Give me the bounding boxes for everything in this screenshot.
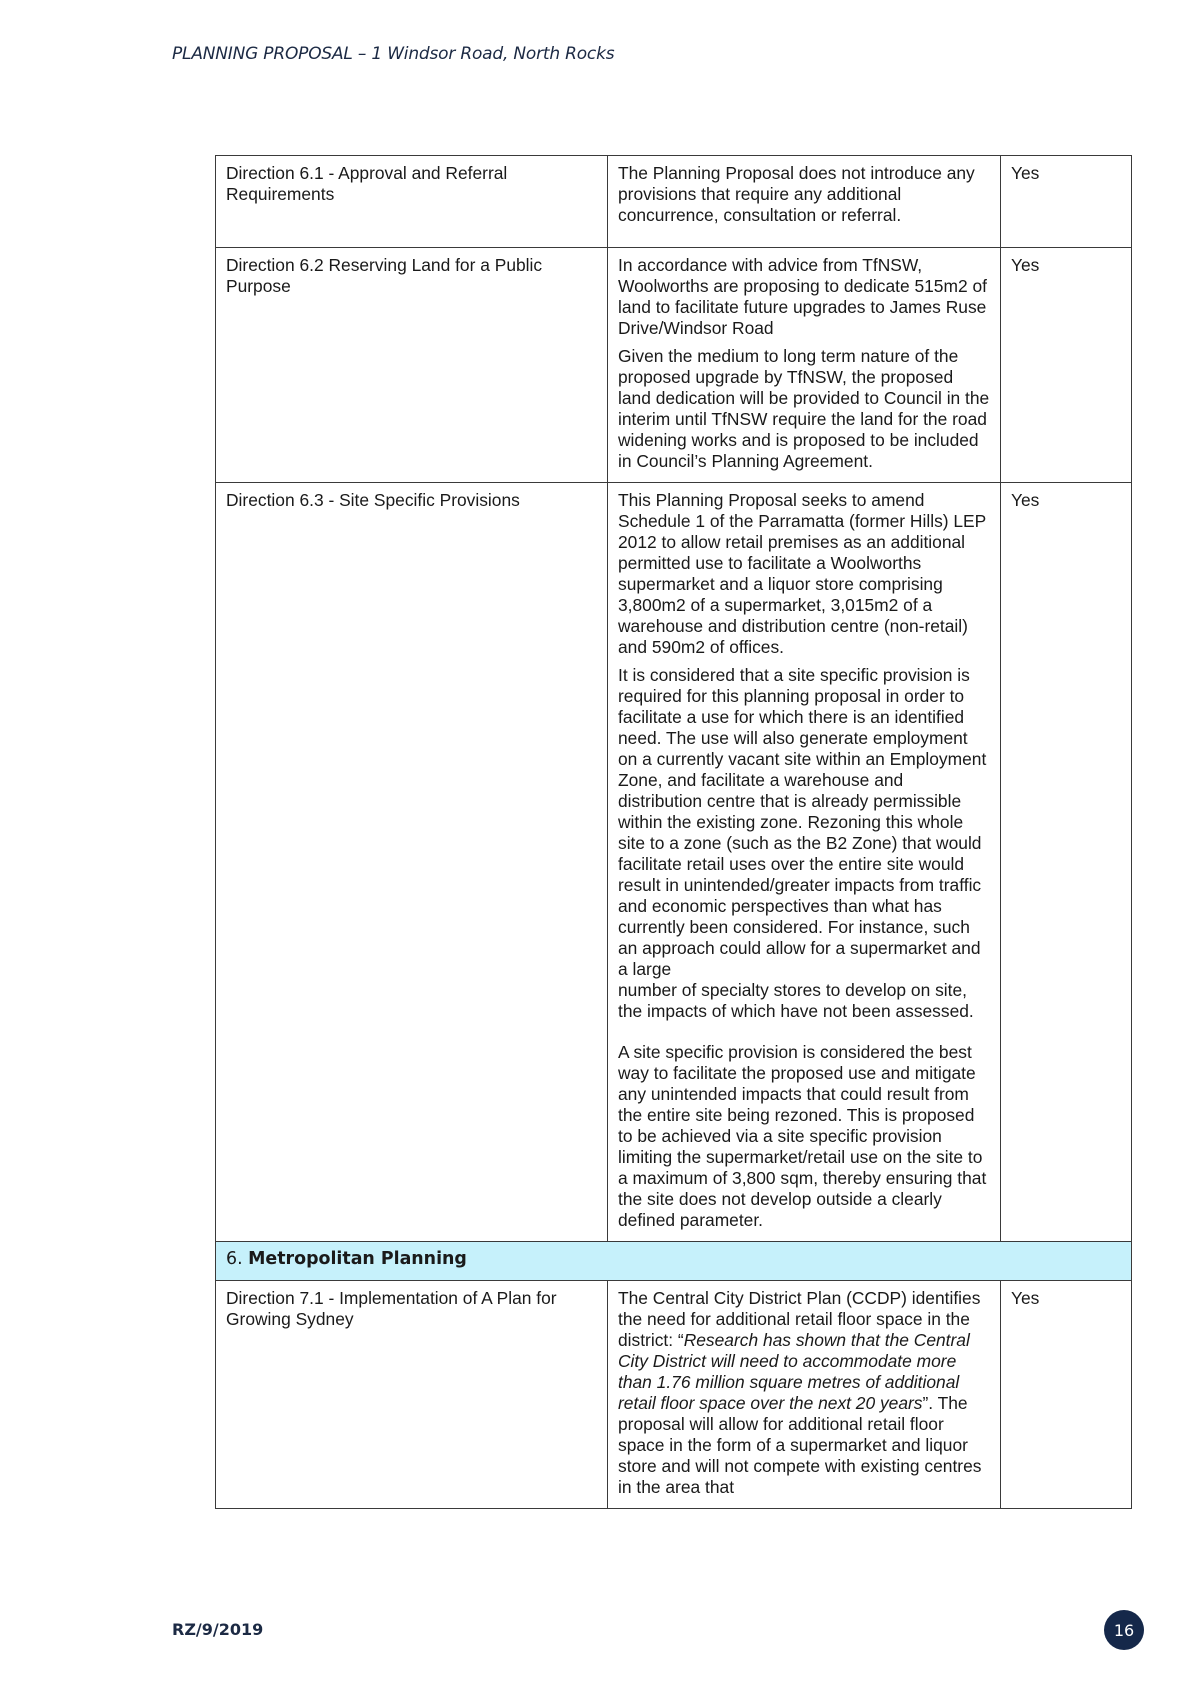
direction-cell: Direction 6.1 - Approval and Referral Requirements bbox=[216, 156, 608, 248]
comment-quote: Research has shown that the Central City District will need to accommodate more than 1.76 million square metres of additional retail floor space over the next 20 years bbox=[618, 1330, 970, 1413]
comment-paragraph: The Planning Proposal does not introduce any provisions that require any additional concurrence, consultation or referral. bbox=[618, 163, 975, 225]
section-title: Metropolitan Planning bbox=[248, 1249, 467, 1269]
document-header: PLANNING PROPOSAL – 1 Windsor Road, North Rocks bbox=[172, 44, 615, 64]
comment-text: It is considered that a site specific provision is required for this planning proposal in order to facilitate a use for which there is an identified need. The use will also generate employment on a currently vacant site within an Employment Zone, and facilitate a warehouse and distribution centre that is already permissible within the existing zone. Rezoning this whole site to a zone (such as the B2 Zone) that would facilitate retail uses over the entire site would result in unintended/greater impacts from traffic and economic perspectives than what has currently been considered. For instance, such an approach could allow for a supermarket and a large bbox=[618, 665, 987, 979]
paragraph-spacer bbox=[618, 1022, 990, 1042]
comment-paragraph: This Planning Proposal seeks to amend Schedule 1 of the Parramatta (former Hills) LEP 2012 to allow retail premises as an additional permitted use to facilitate a Woolworths supermarket and a liquor store comprising 3,800m2 of a supermarket, 3,015m2 of a warehouse and distribution centre (non-retail) and 590m2 of offices. bbox=[618, 490, 986, 657]
comment-text: ”. The proposal will allow for additional retail floor space in the form of a supermarket and liquor store and will not compete with existing centres in the area that bbox=[618, 1393, 982, 1497]
document-reference: RZ/9/2019 bbox=[172, 1620, 264, 1639]
direction-cell: Direction 7.1 - Implementation of A Plan for Growing Sydney bbox=[216, 1281, 608, 1509]
consistency-cell: Yes bbox=[1001, 1281, 1132, 1509]
consistency-table bbox=[215, 155, 1132, 1509]
comment-text: number of specialty stores to develop on site, the impacts of which have not been assessed. bbox=[618, 980, 974, 1021]
direction-cell: Direction 6.2 Reserving Land for a Public Purpose bbox=[216, 248, 608, 483]
comment-paragraph: In accordance with advice from TfNSW, Woolworths are proposing to dedicate 515m2 of land to facilitate future upgrades to James Ruse Drive/Windsor Road bbox=[618, 255, 987, 338]
comment-cell bbox=[608, 156, 1001, 248]
consistency-cell: Yes bbox=[1001, 483, 1132, 1242]
direction-cell: Direction 6.3 - Site Specific Provisions bbox=[216, 483, 608, 1242]
consistency-cell: Yes bbox=[1001, 248, 1132, 483]
consistency-cell: Yes bbox=[1001, 156, 1132, 248]
comment-text: The Central City District Plan (CCDP) identifies the need for additional retail floor space in the district: “ bbox=[618, 1288, 981, 1350]
comment-cell bbox=[608, 1281, 1001, 1509]
table-row bbox=[216, 1281, 1132, 1509]
section-number: 6. bbox=[226, 1249, 243, 1269]
table-row bbox=[216, 248, 1132, 483]
section-heading bbox=[216, 1242, 1132, 1281]
comment-paragraph: Given the medium to long term nature of the proposed upgrade by TfNSW, the proposed land dedication will be provided to Council in the interim until TfNSW require the land for the road widening works and is proposed to be included in Council’s Planning Agreement. bbox=[618, 346, 990, 471]
table-row bbox=[216, 483, 1132, 1242]
section-heading-row bbox=[216, 1242, 1132, 1281]
comment-paragraph bbox=[618, 1288, 990, 1498]
table-row bbox=[216, 156, 1132, 248]
comment-paragraph bbox=[618, 665, 990, 1022]
page-number-badge: 16 bbox=[1104, 1610, 1144, 1650]
comment-cell bbox=[608, 248, 1001, 483]
comment-cell bbox=[608, 483, 1001, 1242]
comment-paragraph: A site specific provision is considered the best way to facilitate the proposed use and mitigate any unintended impacts that could result from the entire site being rezoned. This is proposed to be achieved via a site specific provision limiting the supermarket/retail use on the site to a maximum of 3,800 sqm, thereby ensuring that the site does not develop outside a clearly defined parameter. bbox=[618, 1042, 987, 1230]
